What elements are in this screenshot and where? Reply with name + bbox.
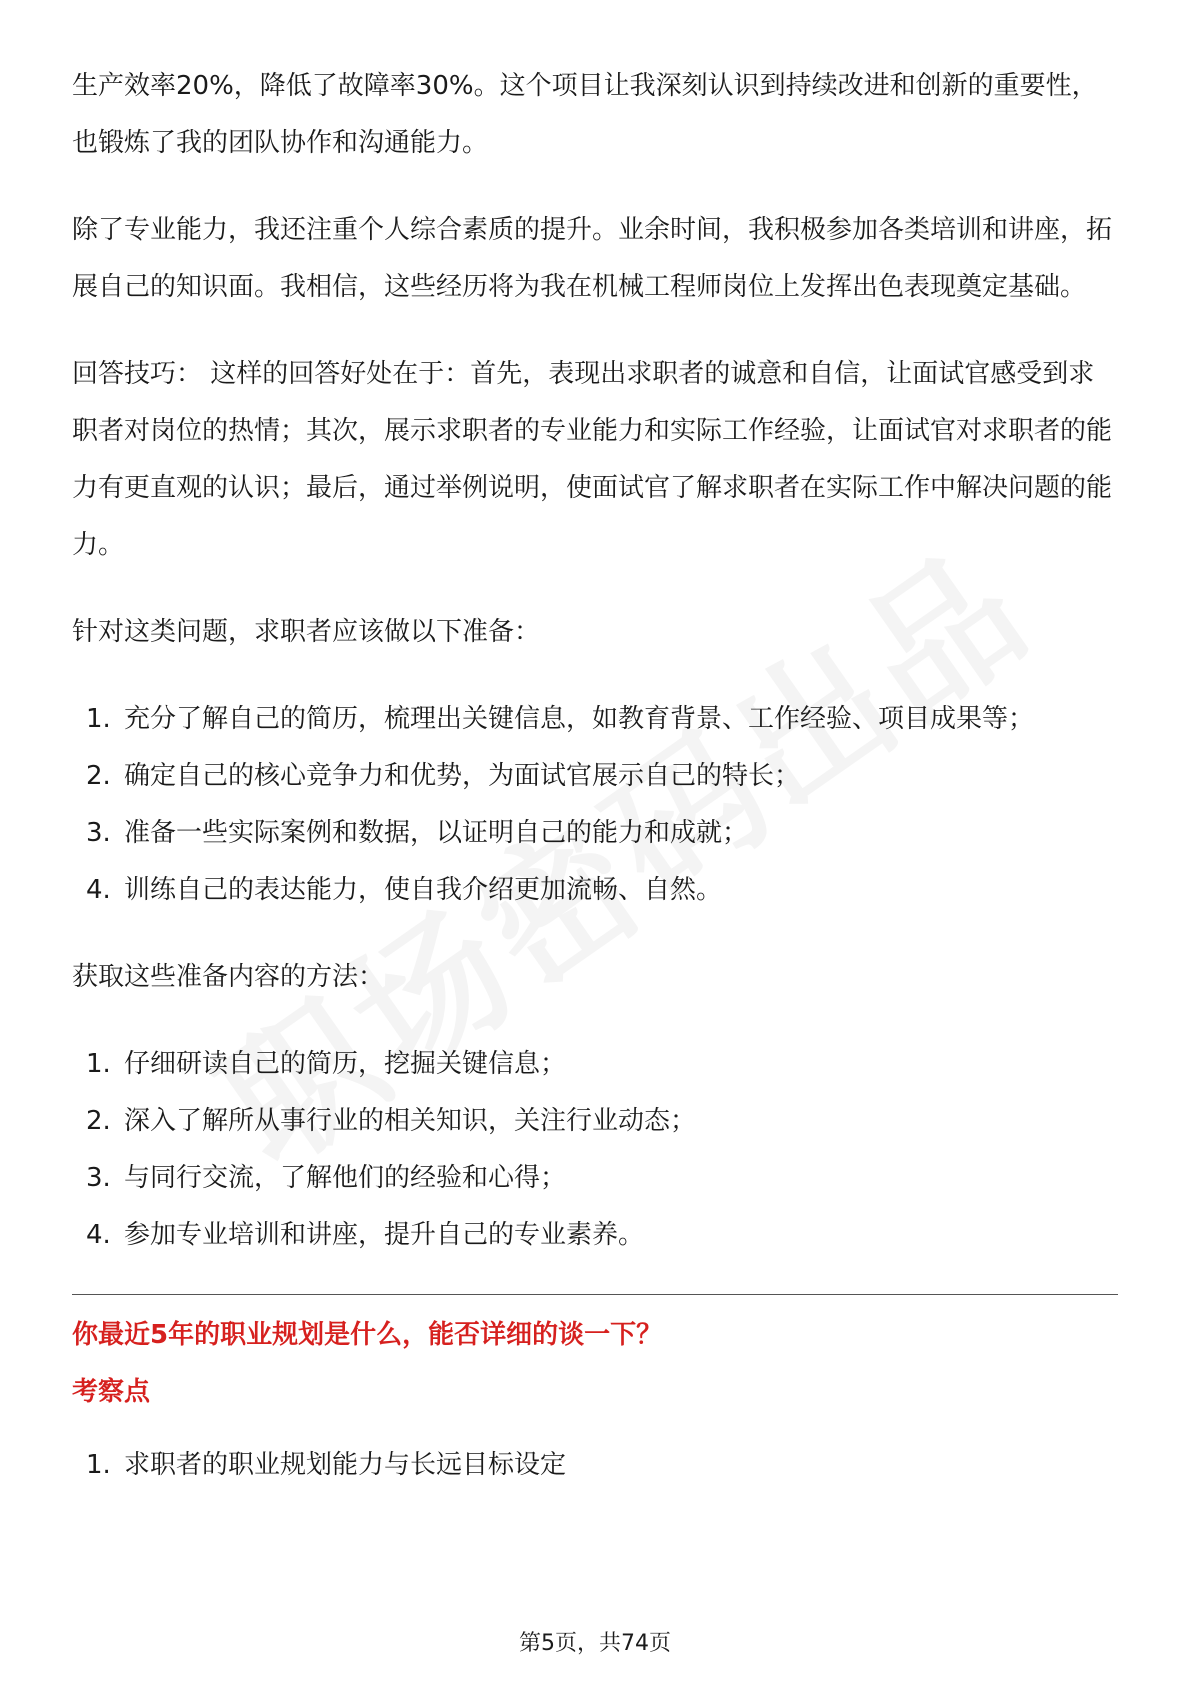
list-number: 4.	[86, 1220, 111, 1250]
list-item	[72, 862, 1118, 919]
list-number: 3.	[86, 1163, 111, 1193]
list-number: 4.	[86, 875, 111, 905]
paragraph-personal-quality: 除了专业能力，我还注重个人综合素质的提升。业余时间，我积极参加各类培训和讲座，拓展自己的知识面。我相信，这些经历将为我在机械工程师岗位上发挥出色表现奠定基础。	[72, 215, 1113, 302]
list-number: 3.	[86, 818, 111, 848]
list-item	[72, 1437, 1118, 1494]
list-text: 参加专业培训和讲座，提升自己的专业素养。	[124, 1220, 645, 1250]
list-number: 1.	[86, 1450, 111, 1480]
list-number: 2.	[86, 761, 111, 791]
page-footer: 第5页，共74页	[519, 1631, 671, 1656]
list-item	[72, 691, 1118, 748]
section-label: 考察点	[72, 1377, 151, 1407]
paragraph-prep-intro: 针对这类问题，求职者应该做以下准备：	[72, 617, 541, 647]
methods-list	[72, 1036, 1118, 1264]
list-item	[72, 748, 1118, 805]
list-item	[72, 1036, 1118, 1093]
question-heading: 你最近5年的职业规划是什么，能否详细的谈一下？	[72, 1320, 663, 1350]
list-text: 训练自己的表达能力，使自我介绍更加流畅、自然。	[124, 875, 723, 905]
list-text: 与同行交流，了解他们的经验和心得；	[124, 1163, 567, 1193]
list-item	[72, 1093, 1118, 1150]
list-text: 确定自己的核心竞争力和优势，为面试官展示自己的特长；	[124, 761, 801, 791]
list-text: 深入了解所从事行业的相关知识，关注行业动态；	[124, 1106, 697, 1136]
list-text: 准备一些实际案例和数据，以证明自己的能力和成就；	[124, 818, 749, 848]
list-text: 求职者的职业规划能力与长远目标设定	[124, 1450, 567, 1480]
paragraph-answer-tips: 回答技巧： 这样的回答好处在于：首先，表现出求职者的诚意和自信，让面试官感受到求职者对岗位的热情；其次，展示求职者的专业能力和实际工作经验，让面试官对求职者的能力有更直观的认识；最后，通过举例说明，使面试官了解求职者在实际工作中解决问题的能力。	[72, 359, 1113, 560]
section-divider	[72, 1294, 1118, 1295]
list-item	[72, 1150, 1118, 1207]
list-number: 1.	[86, 704, 111, 734]
document-body	[72, 58, 1118, 1524]
list-item	[72, 805, 1118, 862]
paragraph-project-result: 生产效率20%，降低了故障率30%。这个项目让我深刻认识到持续改进和创新的重要性，也锻炼了我的团队协作和沟通能力。	[72, 71, 1098, 158]
list-item	[72, 1207, 1118, 1264]
list-text: 充分了解自己的简历，梳理出关键信息，如教育背景、工作经验、项目成果等；	[124, 704, 1035, 734]
list-number: 1.	[86, 1049, 111, 1079]
prep-list	[72, 691, 1118, 919]
points-list	[72, 1437, 1118, 1494]
paragraph-methods-intro: 获取这些准备内容的方法：	[72, 962, 385, 992]
list-number: 2.	[86, 1106, 111, 1136]
list-text: 仔细研读自己的简历，挖掘关键信息；	[124, 1049, 567, 1079]
